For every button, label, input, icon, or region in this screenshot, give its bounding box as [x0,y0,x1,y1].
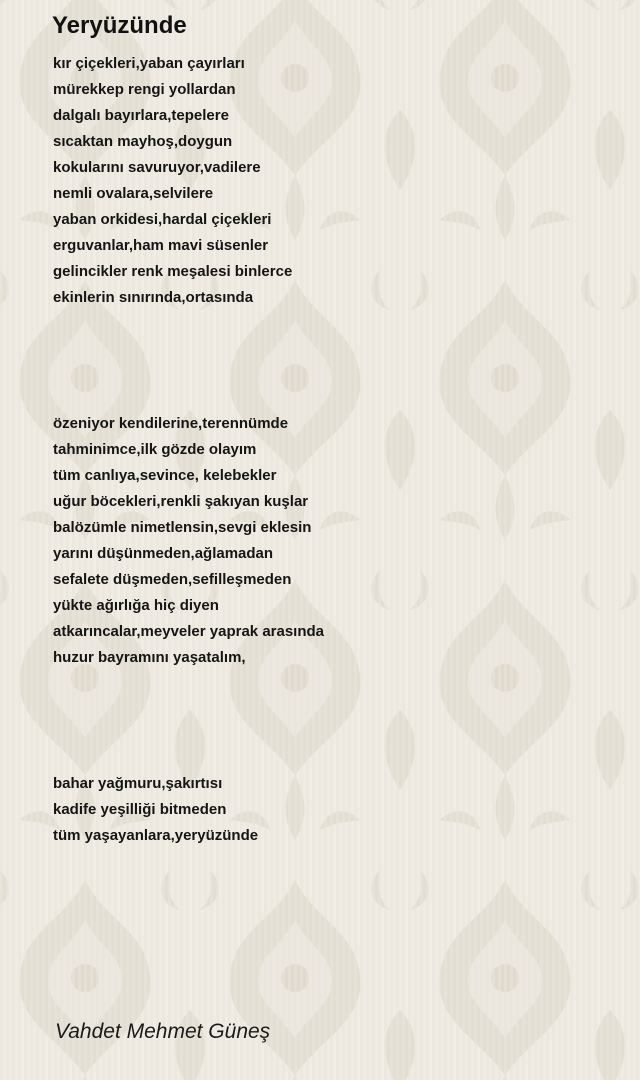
poem-line: nemli ovalara,selvilere [53,185,214,202]
poem-line: ekinlerin sınırında,ortasında [53,289,254,306]
poem-title: Yeryüzünde [52,12,187,39]
poem-author: Vahdet Mehmet Güneş [55,1020,271,1043]
poem-line: kır çiçekleri,yaban çayırları [53,55,245,72]
poem-line: balözümle nimetlensin,sevgi eklesin [53,519,312,536]
stanza-2 [53,411,324,671]
poem-line: erguvanlar,ham mavi süsenler [53,237,269,254]
poem-line: yaban orkidesi,hardal çiçekleri [53,211,272,228]
poem-line: atkarıncalar,meyveler yaprak arasında [53,623,325,640]
poem-line: tüm canlıya,sevince, kelebekler [53,467,277,484]
poem-line: kokularını savuruyor,vadilere [53,159,261,176]
poem-line: huzur bayramını yaşatalım, [53,649,246,666]
poem-line: tahminimce,ilk gözde olayım [53,441,257,458]
poem-line: dalgalı bayırlara,tepelere [53,107,229,124]
poem-line: bahar yağmuru,şakırtısı [53,775,223,792]
poem-line: tüm yaşayanlara,yeryüzünde [53,827,259,844]
stanza-1 [53,51,292,311]
poem-line: gelincikler renk meşalesi binlerce [53,263,293,280]
poem-line: kadife yeşilliği bitmeden [53,801,227,818]
stanza-3 [53,771,258,849]
poem-line: yarını düşünmeden,ağlamadan [53,545,274,562]
poem-line: sefalete düşmeden,sefilleşmeden [53,571,292,588]
poem-line: yükte ağırlığa hiç diyen [53,597,219,614]
poem-line: uğur böcekleri,renkli şakıyan kuşlar [53,493,309,510]
poem-line: özeniyor kendilerine,terennümde [53,415,289,432]
poem-line: mürekkep rengi yollardan [53,81,236,98]
poem-line: sıcaktan mayhoş,doygun [53,133,233,150]
